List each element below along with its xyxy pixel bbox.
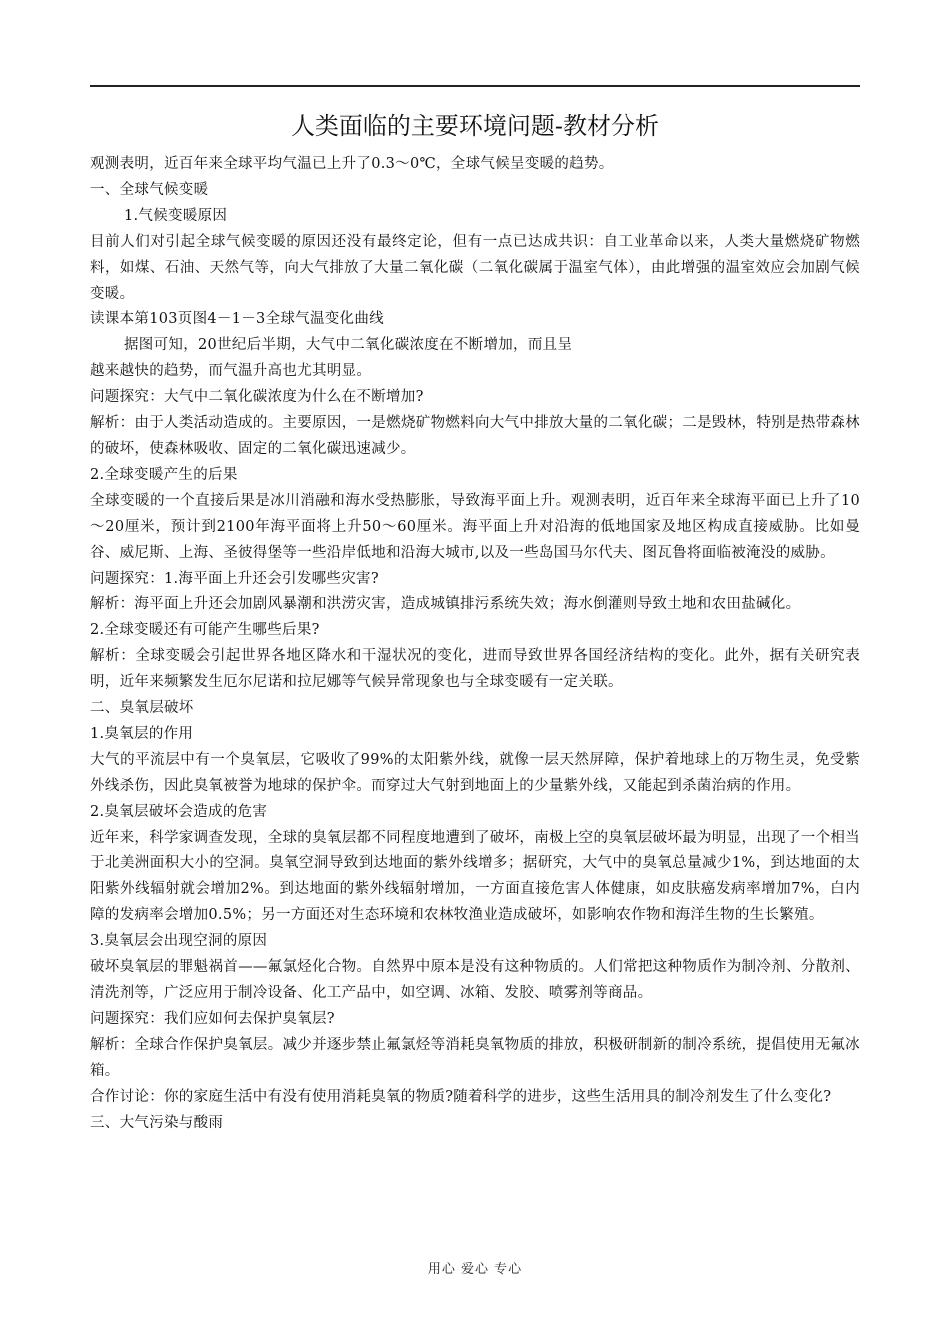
question-sea-level: 问题探究：1.海平面上升还会引发哪些灾害?: [90, 570, 379, 587]
section-heading-ozone: 二、臭氧层破坏: [90, 700, 194, 717]
question-protect-ozone: 问题探究：我们应如何去保护臭氧层?: [90, 1010, 335, 1027]
paragraph-ozone-harm: 近年来，科学家调查发现，全球的臭氧层都不同程度地遭到了破坏，南极上空的臭氧层破坏最为明显，出现了一个相当于北美洲面积大小的空洞。臭氧空洞导致到达地面的紫外线增多；据研究，大气中的臭氧总量减少1%，到达地面的太阳紫外线辐射就会增加2%。到达地面的紫外线辐射增加，一方面直接危害人体健康，如皮肤癌发病率增加7%，白内障的发病率会增加0.5%；另一方面还对生态环境和农林牧渔业造成破坏，如影响农作物和海洋生物的生长繁殖。: [90, 829, 860, 924]
subheading-ozone-harm: 2.臭氧层破坏会造成的危害: [90, 803, 268, 820]
discussion-prompt: 合作讨论：你的家庭生活中有没有使用消耗臭氧的物质?随着科学的进步，这些生活用具的制冷剂发生了什么变化?: [90, 1088, 832, 1105]
question-co2: 问题探究：大气中二氧化碳浓度为什么在不断增加?: [90, 389, 424, 406]
paragraph-ozone-role: 大气的平流层中有一个臭氧层，它吸收了99%的太阳紫外线，就像一层天然屏障，保护着地球上的万物生灵，免受紫外线杀伤，因此臭氧被誉为地球的保护伞。而穿过大气射到地面上的少量紫外线，又能起到杀菌治病的作用。: [90, 751, 860, 794]
paragraph-figure-reading: 据图可知，20世纪后半期，大气中二氧化碳浓度在不断增加，而且呈: [124, 337, 573, 354]
document-body: [90, 152, 860, 1136]
answer-sea-level: 解析：海平面上升还会加剧风暴潮和洪涝灾害，造成城镇排污系统失效；海水倒灌则导致土地和农田盐碱化。: [90, 596, 801, 613]
paragraph-sea-level: 全球变暖的一个直接后果是冰川消融和海水受热膨胀，导致海平面上升。观测表明，近百年来全球海平面已上升了10～20厘米，预计到2100年海平面将上升50～60厘米。海平面上升对沿海的低地国家及地区构成直接威胁。比如曼谷、威尼斯、上海、圣彼得堡等一些沿岸低地和沿海大城市,以及一些岛国马尔代夫、图瓦鲁将面临被淹没的威胁。: [90, 492, 860, 561]
section-heading-acid-rain: 三、大气污染与酸雨: [90, 1114, 224, 1131]
answer-other-consequences: 解析：全球变暖会引起世界各地区降水和干湿状况的变化，进而导致世界各国经济结构的变化。此外，据有关研究表明，近年来频繁发生厄尔尼诺和拉尼娜等气候异常现象也与全球变暖有一定关联。: [90, 648, 860, 691]
answer-co2: 解析：由于人类活动造成的。主要原因，一是燃烧矿物燃料向大气中排放大量的二氧化碳；二是毁林，特别是热带森林的破坏，使森林吸收、固定的二氧化碳迅速减少。: [90, 415, 860, 457]
section-heading-climate: 一、全球气候变暖: [90, 181, 209, 198]
paragraph-figure-reading-cont: 越来越快的趋势，而气温升高也尤其明显。: [90, 363, 372, 380]
intro-paragraph: 观测表明，近百年来全球平均气温已上升了0.3～0℃，全球气候呈变暖的趋势。: [90, 156, 614, 172]
subheading-ozone-role: 1.臭氧层的作用: [90, 725, 194, 742]
subheading-warming-causes: 1.气候变暖原因: [124, 207, 228, 224]
question-other-consequences: 2.全球变暖还有可能产生哪些后果?: [90, 622, 320, 639]
answer-protect-ozone: 解析：全球合作保护臭氧层。减少并逐步禁止氟氯烃等消耗臭氧物质的排放，积极研制新的制冷系统，提倡使用无氟冰箱。: [90, 1036, 860, 1079]
page-footer: 用心 爱心 专心: [427, 1262, 523, 1277]
paragraph-ozone-hole-cause: 破坏臭氧层的罪魁祸首——氟氯烃化合物。自然界中原本是没有这种物质的。人们常把这种物质作为制冷剂、分散剂、清洗剂等，广泛应用于制冷设备、化工产品中，如空调、冰箱、发胶、喷雾剂等商品。: [90, 959, 860, 1001]
paragraph-causes: 目前人们对引起全球气候变暖的原因还没有最终定论，但有一点已达成共识：自工业革命以来，人类大量燃烧矿物燃料，如煤、石油、天然气等，向大气排放了大量二氧化碳（二氧化碳属于温室气体），由此增强的温室效应会加剧气候变暖。: [90, 233, 860, 302]
subheading-ozone-hole-cause: 3.臭氧层会出现空洞的原因: [90, 933, 268, 950]
document-title: 人类面临的主要环境问题-教材分析: [290, 112, 660, 140]
subheading-warming-consequences: 2.全球变暖产生的后果: [90, 466, 238, 483]
header-rule: [90, 85, 860, 87]
paragraph-textbook-reference: 读课本第103页图4－1－3全球气温变化曲线: [90, 311, 384, 328]
